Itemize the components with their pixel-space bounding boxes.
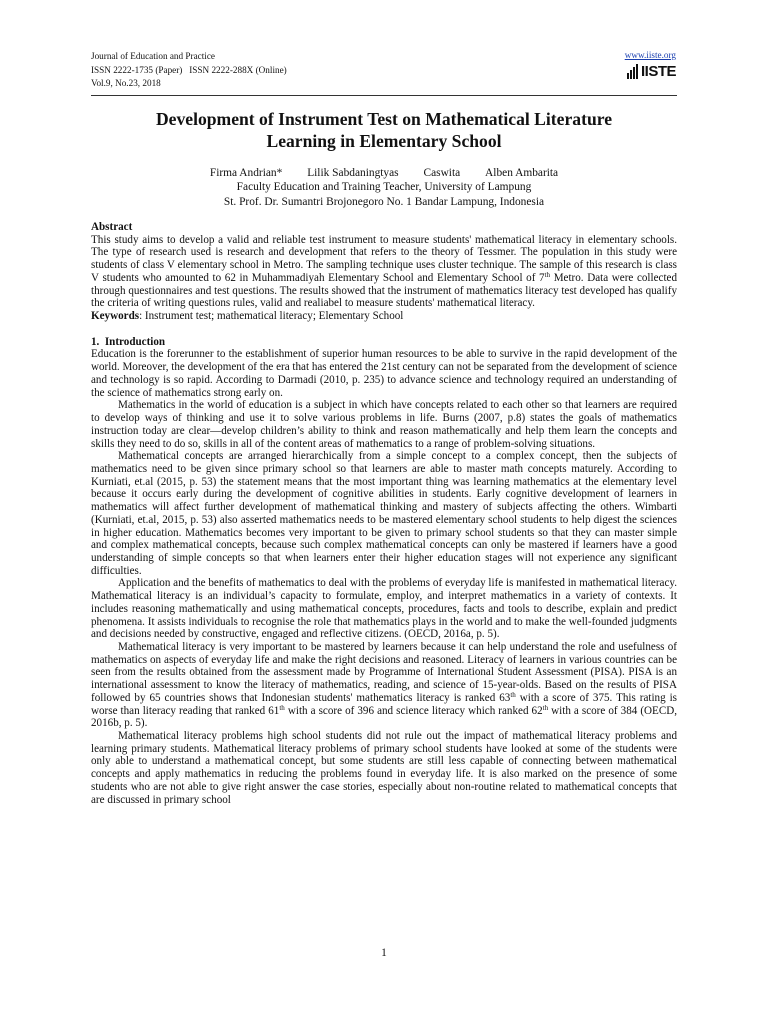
logo-bars-icon [627,64,638,79]
paper-title [91,108,677,152]
intro-paragraph: Mathematics in the world of education is a subject in which have concepts related to each other so that learners are required to develop ways of thinking and use it to solve various problems in life. Burns (2007, p.8) states the goals of mathematics instruction today are clear—develop children’s ability to think and reason mathematically and help them learn the concepts and skills they need to do so, skills in all of the content areas of mathematics to a range of problem-solving situations. [91,399,677,450]
journal-header [91,50,287,91]
author-block [91,166,677,209]
intro-paragraph: Application and the benefits of mathematics to deal with the problems of everyday life is manifested in mathematical literacy. Mathematical literacy is an individual’s capacity to formulate, employ, and interpret mathematics in a variety of contexts. It includes reasoning mathematically and using mathematical concepts, procedures, facts and tools to describe, explain and predict phenomena. It assists individuals to recognise the role that mathematics plays in the world and to make the well-founded judgments and decisions needed by constructive, engaged and reflective citizens. (OECD, 2016a, p. 5). [91,577,677,641]
author-name: Firma Andrian* [209,167,283,179]
author-name: Alben Ambarita [485,167,559,179]
author-name: Caswita [423,167,461,179]
journal-url-link[interactable]: www.iiste.org [624,50,676,60]
intro-paragraph: Mathematical literacy problems high school students did not rule out the impact of mathematical literacy problems and learning primary students. Mathematical literacy problems of primary school students have looked at some of the students were only able to understand a mathematical concept, but some students are still less capable of connecting between mathematical concepts and apply mathematics in reducing the problems found in everyday life. It is also marked on the presence of some students who are not able to give right answer the case stories, especially about non-routine related to mathematical concepts that are discussed in primary school [91,730,677,806]
keywords-text: : Instrument test; mathematical literacy; Elementary School [139,310,404,323]
logo-text: IISTE [640,63,676,80]
title-line-2: Learning in Elementary School [266,131,502,151]
iiste-logo [625,64,676,79]
introduction-heading: 1. Introduction [91,335,166,348]
title-line-1: Development of Instrument Test on Mathematical Literature [155,109,613,129]
author-name: Lilik Sabdaningtyas [307,167,399,179]
journal-name: Journal of Education and Practice [91,51,215,61]
intro-paragraph: Education is the forerunner to the establishment of superior human resources to be able to survive in the rapid development of the world. Moreover, the development of the era that has entered the 21st century can not be separated from the development of science and technology is so rapid. According to Darmadi (2010, p. 235) to advance science and technology required an understanding of the science of mathematics strong early on. [91,348,677,399]
volume-line: Vol.9, No.23, 2018 [91,78,161,88]
intro-paragraph: Mathematical literacy is very important to be mastered by learners because it can help understand the role and usefulness of mathematics on aspects of everyday life and make the right decisions and reasoned. Literacy of learners in various countries can be seen from the results obtained from the assessment made by Programme of International Student Assessment (PISA). PISA is an international assessment to know the literacy of mathematics, reading, and science of 15-year-olds. Based on the results of PISA followed by 65 countries shows that Indonesian students' mathematics literacy is ranked 63th with a score of 375. This rating is worse than literacy reading that ranked 61th with a score of 396 and science literacy which ranked 62th with a score of 384 (OECD, 2016b, p. 5). [91,641,678,730]
abstract-heading: Abstract [91,221,133,233]
issn-line: ISSN 2222-1735 (Paper) ISSN 2222-288X (Online) [91,64,287,75]
keywords-label: Keywords [91,310,140,323]
intro-paragraph: Mathematical concepts are arranged hierarchically from a simple concept to a complex concept, then the subjects of mathematics need to be given since primary school so that learners are able to master math concepts maturely. According to Kurniati, et.al (2015, p. 53) the statement means that the most important thing was learning mathematics at the elementary level because it occurs early during the development of cognitive abilities in students. Early cognitive development of learners in mathematics will affect further development of mathematical thinking and mastery of subjects affecting the others. Wimbarti (Kurniati, et.al, 2015, p. 53) also asserted mathematics needs to be mastered elementary school students to help digest the sciences in higher education. Mathematics becomes very important to be given to primary school students so that they can master simple and complex mathematical concepts, because such complex mathematical concepts can only be mastered if learners have a good understanding of simple concepts so that when learners enter their higher education stages will not experience any significant difficulties. [91,450,677,577]
paper-body [91,221,677,806]
author-affiliation: Faculty Education and Training Teacher, University of Lampung [236,181,532,194]
abstract-text: This study aims to develop a valid and reliable test instrument to measure students' mathematical literacy in elementary schools. The type of research used is research and development that refers to the theory of Tessmer. The population in this study were students of class V elementary school in Metro. The sampling technique uses cluster technique. The sample of this research is class V students who amounted to 62 in Muhammadiyah Elementary School and Elementary School of 7th Metro. Data were collected through questionnaires and test questions. The results showed that the instrument of mathematics literacy test developed has qualify the criteria of writing questions rules, valid and realiabel to measure students' mathematical literacy. [91,233,677,310]
page-number: 1 [381,947,387,959]
journal-branding [625,50,676,79]
keywords-line [91,310,677,323]
author-names [91,166,677,180]
header-divider [91,95,677,96]
author-address: St. Prof. Dr. Sumantri Brojonegoro No. 1 Bandar Lampung, Indonesia [223,195,545,208]
